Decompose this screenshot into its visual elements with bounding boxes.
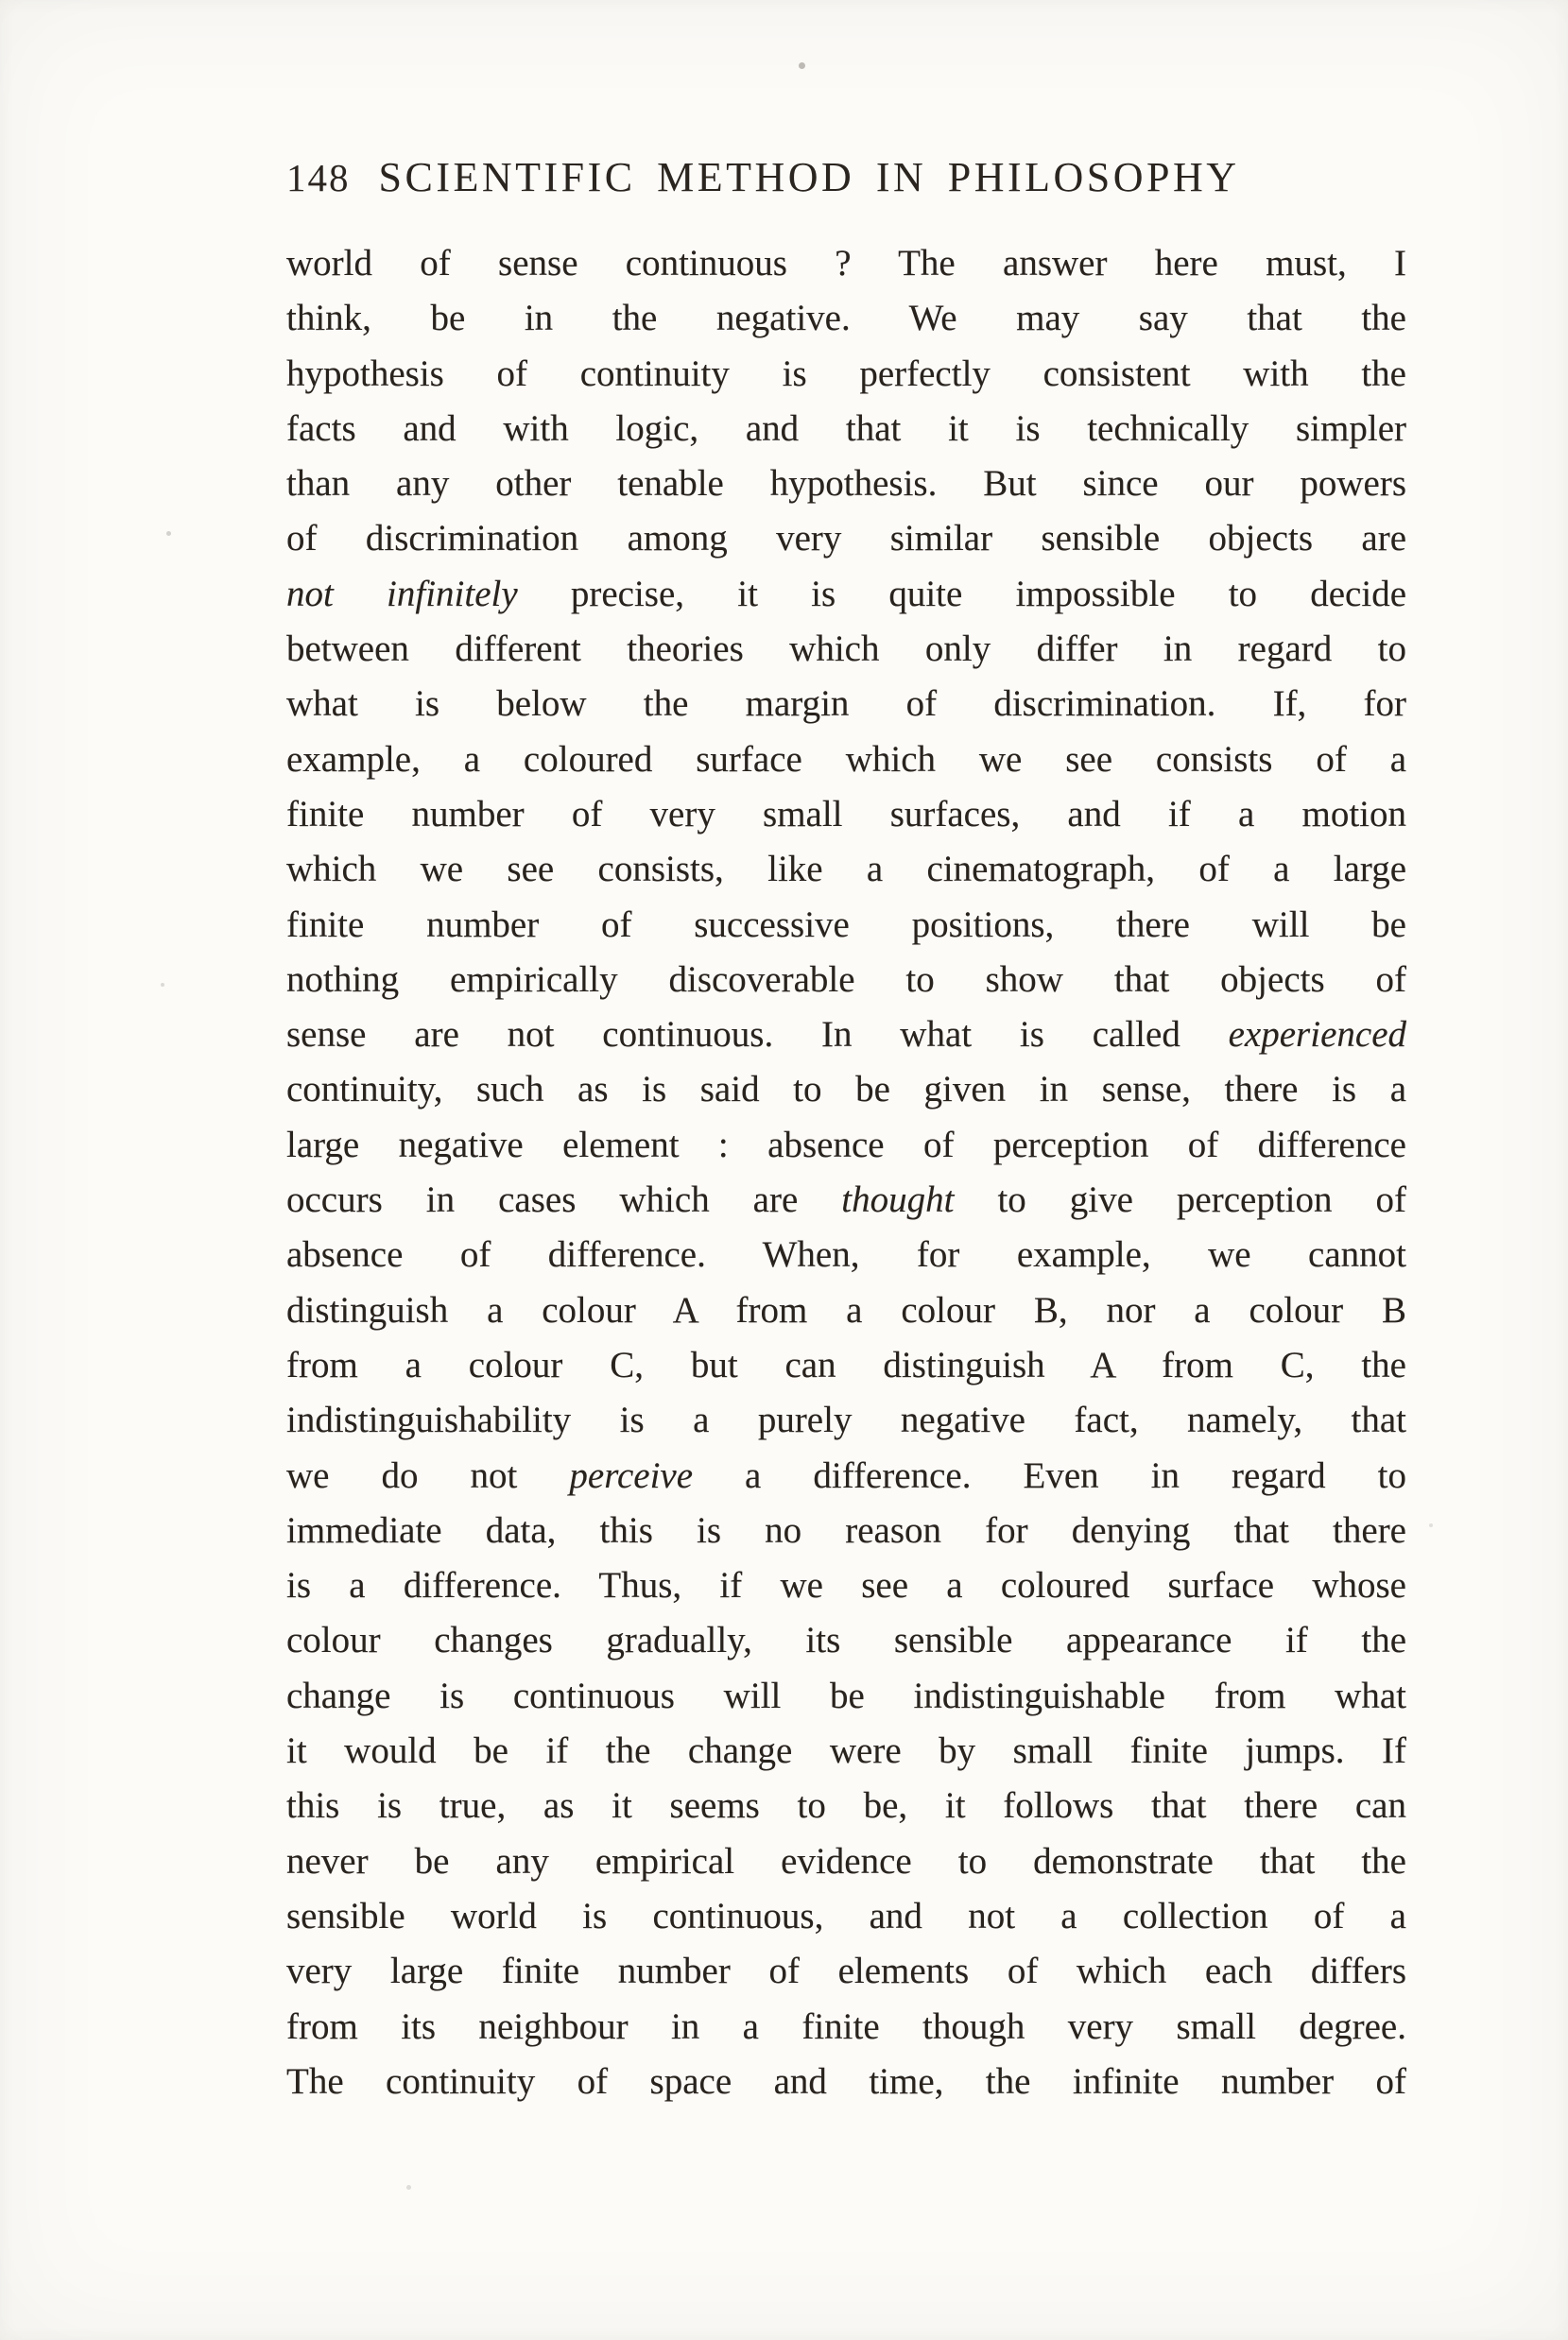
text-line <box>286 1338 1406 1393</box>
text-line <box>286 1724 1406 1779</box>
text-segment: nothing empirically discoverable to show that objects of <box>286 958 1406 1000</box>
text-line <box>286 511 1406 566</box>
text-segment: it would be if the change were by small finite jumps. If <box>286 1730 1406 1772</box>
text-line <box>286 1779 1406 1833</box>
text-line <box>286 732 1406 787</box>
text-segment: immediate data, this is no reason for denying that there <box>286 1509 1406 1551</box>
text-segment: indistinguishability is a purely negative fact, namely, that <box>286 1400 1406 1441</box>
scan-speck <box>1429 1523 1433 1527</box>
text-segment: than any other tenable hypothesis. But since our powers <box>286 463 1406 505</box>
text-segment: a difference. Even in regard to <box>693 1454 1406 1496</box>
text-line <box>286 347 1406 402</box>
text-segment: absence of difference. When, for example, we cannot <box>286 1234 1406 1276</box>
text-segment: hypothesis of continuity is perfectly consistent with the <box>286 353 1406 394</box>
text-segment: facts and with logic, and that it is technically simpler <box>286 407 1406 449</box>
text-segment: we do not <box>286 1454 570 1496</box>
body-text <box>286 236 1406 2109</box>
italic-text-segment: perceive <box>569 1454 694 1496</box>
italic-text-segment: not infinitely <box>286 573 518 614</box>
text-line <box>286 1944 1406 1999</box>
running-header <box>286 153 1406 201</box>
running-title: SCIENTIFIC METHOD IN PHILOSOPHY <box>378 154 1240 200</box>
text-line <box>286 1558 1406 1613</box>
text-line <box>286 1118 1406 1173</box>
text-line <box>286 236 1406 291</box>
scan-speck <box>161 983 164 987</box>
text-line <box>286 1889 1406 1944</box>
page-number: 148 <box>286 156 351 199</box>
text-line <box>286 2055 1406 2109</box>
text-segment: between different theories which only differ in regard to <box>286 628 1406 670</box>
text-segment: continuity, such as is said to be given in sense, there is a <box>286 1069 1406 1110</box>
text-line <box>286 787 1406 842</box>
text-segment: what is below the margin of discrimination. If, for <box>286 683 1406 725</box>
text-segment: from its neighbour in a finite though very small degree. <box>286 2005 1406 2047</box>
scan-speck <box>166 531 171 536</box>
text-segment: large negative element : absence of perception of difference <box>286 1124 1406 1165</box>
text-line <box>286 1834 1406 1889</box>
text-segment: sensible world is continuous, and not a collection of a <box>286 1895 1406 1936</box>
text-segment: precise, it is quite impossible to decide <box>517 573 1407 614</box>
text-segment: is a difference. Thus, if we see a coloured surface whose <box>286 1565 1406 1607</box>
text-segment: occurs in cases which are <box>286 1179 842 1221</box>
text-line <box>286 622 1406 677</box>
scan-speck <box>799 62 805 69</box>
text-segment: of discrimination among very similar sensible objects are <box>286 518 1406 559</box>
text-segment: from a colour C, but can distinguish A from C, the <box>286 1344 1406 1385</box>
text-segment: The continuity of space and time, the infinite number of <box>286 2060 1406 2102</box>
text-line <box>286 1007 1406 1062</box>
text-line <box>286 677 1406 731</box>
text-segment: this is true, as it seems to be, it follows that there can <box>286 1785 1406 1827</box>
text-line <box>286 842 1406 897</box>
text-line <box>286 1669 1406 1724</box>
text-line <box>286 567 1406 622</box>
text-segment: to give perception of <box>954 1179 1406 1221</box>
text-line <box>286 291 1406 346</box>
text-line <box>286 898 1406 953</box>
italic-text-segment: thought <box>841 1179 955 1221</box>
text-line <box>286 1228 1406 1282</box>
text-segment: example, a coloured surface which we see consists of a <box>286 738 1406 780</box>
text-line <box>286 1393 1406 1448</box>
text-line <box>286 1449 1406 1504</box>
text-segment: colour changes gradually, its sensible appearance if the <box>286 1620 1406 1661</box>
text-segment: think, be in the negative. We may say that the <box>286 298 1406 339</box>
text-segment: finite number of very small surfaces, and if a motion <box>286 793 1406 834</box>
text-line <box>286 1504 1406 1558</box>
text-line <box>286 402 1406 456</box>
text-segment: distinguish a colour A from a colour B, nor a colour B <box>286 1289 1406 1331</box>
text-segment: very large finite number of elements of which each differs <box>286 1951 1406 1992</box>
text-line <box>286 1613 1406 1668</box>
text-segment: which we see consists, like a cinematograph, of a large <box>286 849 1406 890</box>
text-line <box>286 1062 1406 1117</box>
text-line <box>286 953 1406 1007</box>
scan-speck <box>406 2185 411 2190</box>
text-line <box>286 1283 1406 1338</box>
italic-text-segment: experienced <box>1228 1014 1406 1056</box>
text-line <box>286 2000 1406 2055</box>
text-line <box>286 456 1406 511</box>
text-segment: world of sense continuous ? The answer here must, I <box>286 243 1406 284</box>
text-segment: change is continuous will be indistinguishable from what <box>286 1675 1406 1716</box>
text-segment: finite number of successive positions, there will be <box>286 903 1406 945</box>
text-segment: sense are not continuous. In what is called <box>286 1014 1229 1056</box>
text-line <box>286 1173 1406 1228</box>
text-segment: never be any empirical evidence to demonstrate that the <box>286 1840 1406 1882</box>
